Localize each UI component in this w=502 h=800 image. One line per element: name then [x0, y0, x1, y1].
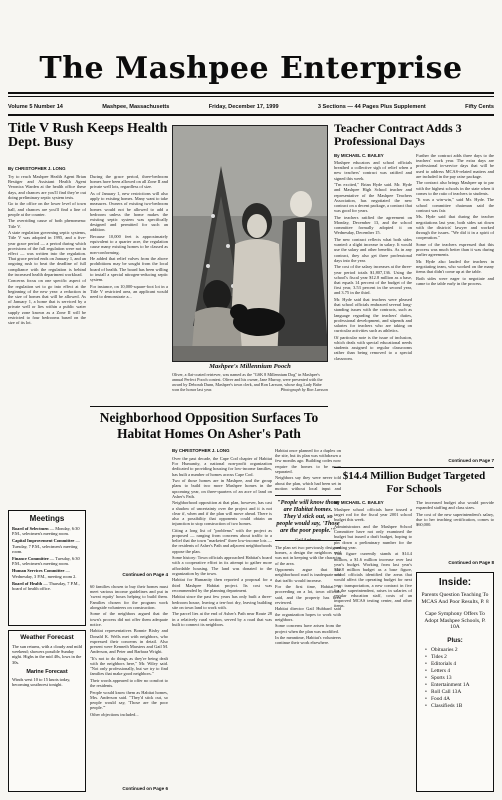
paragraph: Two of those homes are in Mashpee, and the group plans to build two more Mashpee homes in the upcoming year, on three-quarters of an acre of land on Asher's Path. — [172, 478, 272, 499]
story-habitat-headline: Neighborhood Opposition Surfaces To Habitat Homes On Asher's Path — [99, 410, 319, 441]
paragraph: Their words appeared to offer no comfort to the residents. — [90, 678, 168, 689]
paragraph: Go to the office on the lower level of town hall, and chances are you'll find a line of people at the counter. — [8, 201, 86, 217]
paragraph: A state regulation governing septic systems, Title V was adopted in 1995, and a five-year grace period — a period during which provisions of the full regulation were not in effect — was written into the regulation. That grace period ends on January 1, and an ongoing rush to beat the deadline of full compliance with the regulation is behind the increased health department workload. — [8, 230, 86, 277]
index-item: • Editorials 4 — [425, 660, 457, 667]
story-title-v-column-1 — [8, 174, 86, 504]
paragraph: Citing a long list of "problems" with the project as proposed — ranging from concerns about traffic to a belief that the town "marketed" three low-income lots — the residents of Asher's Path and adjacent neighborhoods oppose the plan. — [172, 527, 272, 554]
paragraph: Neighborhood opposition at that plan, however, has cast a shadow of uncertainty over the project and it is not clear if, when and if the plan will move ahead. There is also a possibility that opponents could obtain an injunction to stop construction of two homes. — [172, 500, 272, 527]
inside-box — [416, 572, 494, 792]
story-title-v-continued: Continued on Page 4 — [122, 572, 168, 577]
story-budget-continued: Continued on Page 8 — [448, 560, 494, 565]
paragraph: Mashpee educators and school officials breathed a collective sigh of relief when a new teachers' contract was ratified and signed this week. — [334, 160, 412, 181]
meeting-item: Board of Selectmen — Monday, 6:30 P.M., selectmen's meeting room. — [12, 526, 80, 537]
pull-quote-source: Gail Anderson — [295, 537, 321, 542]
meeting-item: Board of Health — Thursday, 7 P.M., board of health office. — [12, 580, 80, 592]
paragraph: Concerns focus on one specific aspect of the regulation set to go into effect at the beginning of the new year: a reduction in the size of homes that will be allowed. As of January 1, a home that is serviced by a private well or lies within a public water supply zone known as a Zone II will be restricted to four bedrooms based on the size of its lot. — [8, 278, 86, 326]
pull-quote — [275, 495, 341, 541]
marine-text: Winds west 10 to 15 knots today, becoming southwest tonight. — [12, 676, 71, 688]
inside-title: Inside: — [438, 577, 472, 588]
paragraph: Both sides were eager to negotiate and came to the table early in the process. — [416, 275, 494, 287]
story-budget-column-1 — [334, 507, 412, 789]
story-teacher-contract-continued: Continued on Page 7 — [448, 458, 494, 463]
paragraph: Further the contract adds three days to the teachers' work year. The extra days are professional in-service days that will be used to address MCAS-related matters and are included in the pay raise package. — [416, 153, 494, 179]
story-title-v-headline: Title V Rush Keeps Health Dept. Busy — [8, 121, 168, 150]
paragraph: Some of the neighbors argued that the town's process did not offer them adequate notice. — [90, 611, 168, 627]
meeting-item: Capital Improvement Committee — Tuesday, 7 P.M., selectmen's meeting room. — [12, 538, 80, 554]
paragraph: The cost of the salary increases at the three-year period totals $1,807,136. Using the school's fiscal year $12.8 million as a base, that equals 14 percent of the budget of the first year, 3.53 percent in the second year, and 3.75 in the third. — [334, 264, 412, 296]
inside-feature: Cape Symphony Offers To Adopt Mashpee Schools, P. 10A — [424, 611, 486, 631]
story-habitat-column-2-top — [275, 448, 341, 492]
weather-title: Weather Forecast — [20, 634, 74, 641]
inside-feature: Parents Question Teaching To MCAS And Poor Results, P. 8 — [421, 592, 489, 605]
paragraph: He added that relief valves from the above prohibitions may be sought from the local board of health. The board has been willing to install a special nitrogen-reducing septic system. — [90, 256, 168, 283]
story-teacher-contract-column-1 — [334, 160, 412, 462]
paragraph: In the meantime, Habitat's volunteers continue their work elsewhere. — [275, 635, 341, 646]
story-budget-headline: $14.4 Million Budget Targeted For Schools — [342, 470, 486, 495]
photo-illustration — [173, 126, 328, 362]
dateline-volume: Volume 5 Number 14 — [8, 104, 63, 110]
weather-box — [8, 630, 86, 792]
story-habitat-column-1 — [172, 456, 272, 792]
habitat-rule — [90, 406, 328, 407]
dateline-sections: 3 Sections — 44 Pages Plus Supplement — [317, 104, 426, 110]
millennium-pooch-photo — [172, 125, 328, 362]
paragraph: As of January 1, new restrictions will also apply to existing homes. Many want to take measures. Owners of existing two-bedroom homes would not be allowed to add a bedroom unless the home makes the existing septic system was specifically designed and permitted for such an addition. — [90, 191, 168, 233]
paragraph: Some concerns have arisen from the project when the plan was modified. — [275, 623, 341, 634]
paragraph: For instance, on 10,000-square-foot lot in a Title V restricted area, an applicant would need to demonstrate a... — [90, 283, 168, 300]
masthead: The Mashpee Enterprise — [39, 51, 463, 86]
paragraph: "It was a win-win," said Mr. Hyde. The school committee chairman said the contract was fair. — [416, 197, 494, 213]
dateline-price: Fifty Cents — [465, 104, 494, 110]
story-teacher-contract-column-2 — [416, 153, 494, 455]
paragraph: Opponents argue that the neighborhood road is inadequate and that traffic would increase. — [275, 567, 341, 583]
paragraph: "It's not to do things as they're being dealt with the neighbors here," Mr. Wiley said. "Not only professionally, but we try to find families that make good neighbors." — [90, 655, 168, 677]
paragraph: Habitat since the past few years has only built a three-bedroom house, leaving a ten-foot dry, leaving building site on town land to work with. — [172, 594, 272, 610]
photo-credit: Photograph by Ron Larsson — [280, 387, 328, 392]
meetings-list — [12, 526, 82, 591]
index-item: • Letters 4 — [425, 667, 451, 674]
paragraph: Administrators and the Mashpee School Committee have not only examined the budget but issued a draft budget, hoping to pin down a preliminary number for the coming year. — [334, 524, 412, 550]
story-teacher-contract-headline: Teacher Contract Adds 3 Professional Days — [334, 121, 462, 148]
meeting-item: Finance Committee — Tuesday, 6:30 P.M., selectmen's meeting room. — [12, 556, 80, 567]
dateline-place: Mashpee, Massachusetts — [102, 104, 170, 110]
paragraph: Habitat representatives Bonnie Bixby and Donald K. Wells met with neighbors, who expressed their concerns in detail. Also present were Kenneth Marsters and Gail M. Anderson, and Peter and Barbara Wright. — [90, 628, 168, 655]
story-teacher-contract-byline: By MICHAEL C. BAILEY — [334, 153, 384, 158]
story-habitat-column-2 — [275, 545, 341, 792]
photo-caption — [172, 372, 328, 396]
index-item: • Roll Call 13A — [425, 688, 462, 695]
budget-rule — [334, 467, 494, 468]
marine-title: Marine Forecast — [26, 668, 68, 675]
story-budget-byline: By MICHAEL C. BAILEY — [334, 500, 384, 505]
paragraph: The contract also brings Mashpee up to par with the highest schools in the state when it comes to the ratio of teachers to students. — [416, 180, 494, 196]
index-item: • Entertainment 1A — [425, 681, 470, 688]
meetings-title: Meetings — [29, 514, 65, 523]
pull-quote-text: "People will know those are Habitat homes. They'd stick out, so people would say, 'Those are the poor people.'" — [276, 499, 340, 534]
masthead-rule-top — [8, 92, 494, 94]
dateline-rule — [8, 114, 494, 116]
paragraph: Because 10,000 feet is approximately equivalent to a quarter acre, the regulation cause many existing homes to be classed as non-conforming. — [90, 234, 168, 255]
paragraph: During the grace period, three-bedroom homes have been allowed on all Zone II and private well lots, regardless of size. — [90, 174, 168, 190]
paragraph: The teachers ratified the agreement on Monday, December 13, and the school committee formally adopted it on Wednesday, December 15. — [334, 214, 412, 236]
paragraph: Mr. Hyde said that teachers were pleased that school officials embraced several long-standing issues with the contracts, such as language regarding the teachers' duties, professional development, and stipends and salaries for teachers who are taking on curricular activities such as athletics. — [334, 297, 412, 334]
story-habitat-column-3 — [90, 584, 168, 784]
dateline — [8, 102, 494, 112]
paragraph: Try to reach Mashpee Health Agent Brian Bestiger and Assistant Health Agent Veronica Warden at the health office these days, and chances are you'll find they're out doing preliminary septic system tests. — [8, 174, 86, 200]
paragraph: Of particular note is the issue of inclusion, which deals with special educational needs students assigned to regular classrooms rather than being removed to a special classroom. — [334, 334, 412, 361]
story-habitat-continued: Continued on Page 6 — [122, 786, 168, 791]
story-habitat-byline: By CHRISTOPHER J. LONG — [172, 448, 230, 453]
index-item: • Classifieds 1B — [425, 702, 463, 709]
meeting-item: Human Services Committee — Wednesday, 3 P.M., meeting room 2. — [12, 568, 77, 579]
paragraph: The plan set two previously designed homes, a design the neighbors said was not in keeping with the character of the area. — [275, 545, 341, 566]
paragraph: Mr. Hyde also lauded the teachers in negotiating team, who worked on the many items that didn't come up at the table. — [416, 258, 494, 275]
masthead-rule-thin — [8, 96, 494, 97]
photo-caption-text: Oliver, a flat-coated retriever, was named as the "GSK 8 Millennium Dog" in Mashpee's annual Perfect Pooch contest. Oliver and his owner, Jane Murray, were presented with the award by Deborah Dunn, Mashpee's town clerk, and Ron Larsson, whose dog Lady Babe won the honor last year. — [172, 372, 323, 392]
paragraph: The overriding cause of both phenomena: Title V. — [8, 218, 86, 229]
weather-text: The sun returns, with a cloudy and mild weekend; showers possible Sunday night. Highs in the mid 40s, lows in the 30s. — [12, 644, 82, 665]
paragraph: 60 families chosen to buy their homes must meet various income guidelines and put in 'sweat equity' hours helping to build them. Families chosen for the program work alongside volunteers on construction. — [90, 584, 168, 610]
paragraph: Mashpee school officials have tossed a target rod for the fiscal year 2001 school budget this week. — [334, 507, 412, 523]
meetings-box — [8, 510, 86, 626]
paragraph: Neighbors say they were never told about the plan, which had been set in motion without local input and — [275, 475, 341, 491]
paragraph: Some history: Town officials approached Habitat's board with a cooperative effort in its attempt to gather more affordable housing. The land was donated to the organization by the town. — [172, 555, 272, 576]
dateline-date: Friday, December 17, 1999 — [208, 104, 279, 110]
index-item: • Obituaries 2 — [425, 646, 458, 653]
index-item: • Tides 2 — [425, 653, 447, 660]
paragraph: Habitat director Gail Hubbard said the organization hopes to work with neighbors. — [275, 606, 341, 622]
inside-index-list — [421, 647, 489, 710]
photo-caption-title: Mashpee's Millennium Pooch — [209, 363, 291, 370]
paragraph: Ms. Hyde said that during the teacher negotiations last year, both sides sat down with the districts' lawyer and worked through the issues. "We did it in a spirit of cooperation." — [416, 214, 494, 241]
paragraph: That figure currently stands at $14.4 million, a $1.6 million increase over last year's budget. Working from last year's $12.8 million budget as a base figure, school officials identified the areas that would affect the operating budget for next year: transportation, a new contract in five for the superintendent, raises in salaries of regular education staff, costs of an improved MCAS testing center, and other items. — [334, 551, 412, 609]
story-title-v-column-2 — [90, 174, 168, 569]
paragraph: "I'm excited," Brian Hyde said. Mr. Hyde and Mashpee High School teacher and representative of the Mashpee Teachers Association, has negotiated the new contract on a decent package, a contract that was good for years. — [334, 182, 412, 214]
inside-plus: Plus: — [447, 636, 463, 644]
story-title-v-byline: By CHRISTOPHER J. LONG — [8, 166, 66, 171]
paragraph: For the first time, Habitat is proceeding on a lot, town officials said, and the property has been reviewed. — [275, 584, 341, 605]
paragraph: People would know them as Habitat homes, Mrs. Anderson said. "They'd stick out, so people would say, 'Those are the poor people.'" — [90, 689, 168, 711]
paragraph: Habitat once planned for a duplex on the site, but its plan was withdrawn a few months ago. Building codes now require the homes to be more separated. — [275, 448, 341, 474]
paragraph: Over the past decade, the Cape Cod chapter of Habitat For Humanity, a national non-profit organization dedicated to providing housing for low-income families, has built a number of homes across Cape Cod. — [172, 456, 272, 477]
paragraph: Habitat for Humanity then reported a proposal for a third Mashpee Habitat project. Its cost was recommended by the planning department. — [172, 577, 272, 593]
paragraph: The cost of the new superintendent's salary, due to her teaching certification, comes to $60,000. — [416, 511, 494, 528]
paragraph: Other objections included... — [90, 712, 139, 718]
paragraph: The new contract reflects what both sides wanted: a slight increase in salary. It would use the salary and other benefits. As in any contract, they also get three professional days into the year. — [334, 237, 412, 263]
story-budget-column-2 — [416, 500, 494, 558]
index-item: • Sports 13 — [425, 674, 452, 681]
paragraph: The parcel lies at the end of Asher's Path near Route 28 in a relatively rural section, served by a road that was built to connect its neighbors. — [172, 611, 272, 627]
paragraph: Some of the teachers expressed that this process was much better than it was during earlier agreements. — [416, 241, 494, 258]
paragraph: The increased budget also would provide expanded staffing and class sizes. — [416, 500, 494, 511]
index-item: • Food 4A — [425, 695, 451, 702]
